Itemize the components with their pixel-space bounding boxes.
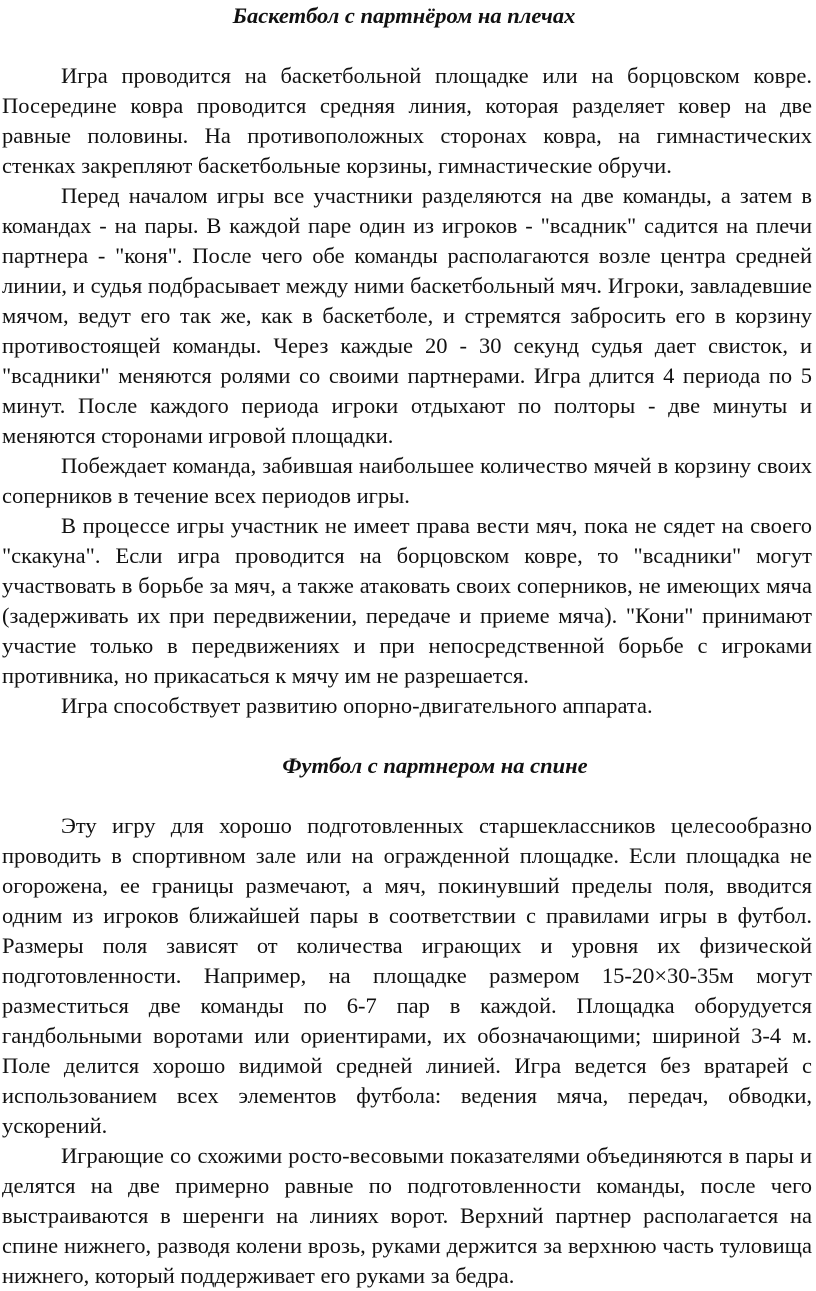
paragraph: Игра проводится на баскетбольной площадке или на борцовском ковре. Посередине ковра проводится средняя линия, которая разделяет ковер на две равные половины. На противоположных сторонах ковра, на гимнастических стенках закрепляют баскетбольные корзины, гимнастические обручи. <box>2 63 812 178</box>
section-title-football <box>2 751 812 781</box>
paragraph: Играющие со схожими росто-весовыми показателями объединяются в пары и делятся на две примерно равные по подготовленности команды, после чего выстраиваются в шеренги на линиях ворот. Верхний партнер располагается на спине нижнего, разводя колени врозь, руками держится за верхнюю часть туловища нижнего, который поддерживает его руками за бедра. <box>2 1143 812 1288</box>
section-title-text: Футбол с партнером на спине <box>282 753 588 778</box>
paragraph: Перед началом игры все участники разделяются на две команды, а затем в командах - на пары. В каждой паре один из игроков - "всадник" садится на плечи партнера - "коня". После чего обе команды располагаются возле центра средней линии, и судья подбрасывает между ними баскетбольный мяч. Игроки, завладевшие мячом, ведут его так же, как в баскетболе, и стремятся забросить его в корзину противостоящей команды. Через каждые 20 - 30 секунд судья дает свисток, и "всадники" меняются ролями со своими партнерами. Игра длится 4 периода по 5 минут. После каждого периода игроки отдыхают по полторы - две минуты и меняются сторонами игровой площадки. <box>2 183 812 448</box>
section-body-basketball <box>2 61 812 721</box>
paragraph: Эту игру для хорошо подготовленных старшеклассников целесообразно проводить в спортивном зале или на огражденной площадке. Если площадка не огорожена, ее границы размечают, а мяч, покинувший пределы поля, вводится одним из игроков ближайшей пары в соответствии с правилами игры в футбол. Размеры поля зависят от количества играющих и уровня их физической подготовленности. Например, на площадке размером 15-20×30-35м могут разместиться две команды по 6-7 пар в каждой. Площадка оборудуется гандбольными воротами или ориентирами, их обозначающими; шириной 3-4 м. Поле делится хорошо видимой средней линией. Игра ведется без вратарей с использованием всех элементов футбола: ведения мяча, передач, обводки, ускорений. <box>2 813 812 1138</box>
section-title-text: Баскетбол с партнёром на плечах <box>232 3 576 28</box>
paragraph: Игра способствует развитию опорно-двигательного аппарата. <box>61 693 653 718</box>
section-body-football <box>2 811 812 1291</box>
paragraph: Побеждает команда, забившая наибольшее количество мячей в корзину своих соперников в течение всех периодов игры. <box>2 453 812 508</box>
section-title-basketball <box>2 1 812 31</box>
paragraph: В процессе игры участник не имеет права вести мяч, пока не сядет на своего "скакуна". Если игра проводится на борцовском ковре, то "всадники" могут участвовать в борьбе за мяч, а также атаковать своих соперников, не имеющих мяча (задерживать их при передвижении, передаче и приеме мяча). "Кони" принимают участие только в передвижениях и при непосредственной борьбе с игроками противника, но прикасаться к мячу им не разрешается. <box>2 513 812 688</box>
